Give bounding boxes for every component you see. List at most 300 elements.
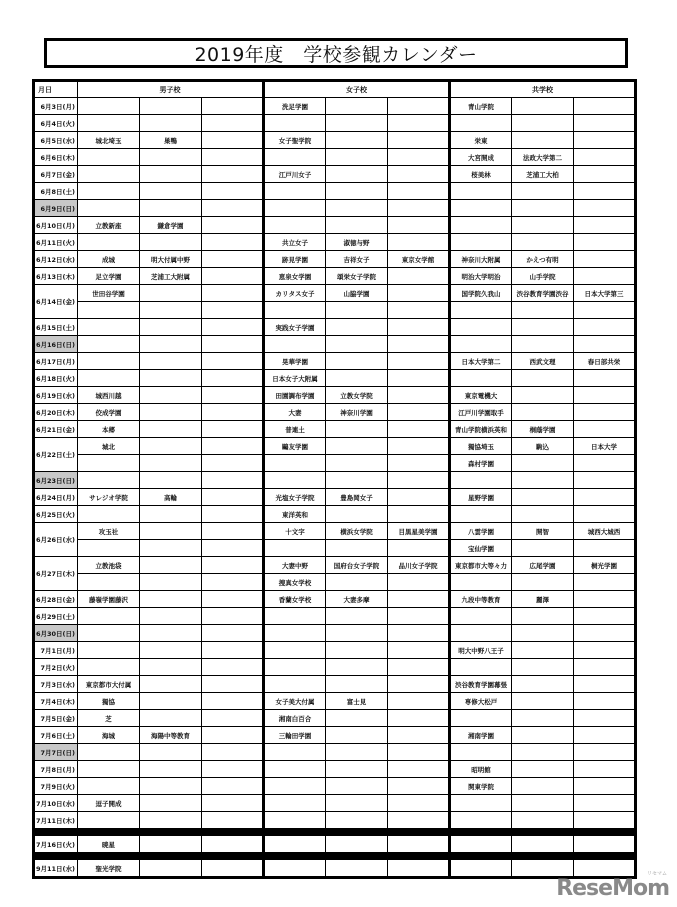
date-cell: 6月5日(水) [34, 132, 78, 149]
date-cell: 6月8日(土) [34, 183, 78, 200]
boys-school-cell [140, 319, 202, 336]
coed-school-cell [512, 860, 574, 878]
coed-school-cell: 広尾学園 [512, 557, 574, 574]
date-cell: 6月27日(木) [34, 557, 78, 591]
girls-school-cell: 洗足学園 [264, 98, 326, 115]
resemom-logo [556, 871, 669, 901]
girls-school-cell [326, 115, 388, 132]
coed-school-cell [574, 370, 636, 387]
boys-school-cell [140, 404, 202, 421]
boys-school-cell [202, 761, 264, 778]
coed-school-cell: かえつ有明 [512, 251, 574, 268]
date-cell: 6月24日(月) [34, 489, 78, 506]
coed-school-cell [574, 115, 636, 132]
girls-school-cell [264, 336, 326, 353]
coed-school-cell [450, 836, 512, 853]
girls-school-cell: 東京女学館 [388, 251, 450, 268]
girls-school-cell: 光塩女子学院 [264, 489, 326, 506]
date-cell: 7月7日(日) [34, 744, 78, 761]
coed-school-cell [574, 659, 636, 676]
girls-school-cell: 普連土 [264, 421, 326, 438]
boys-school-cell: 本郷 [78, 421, 140, 438]
calendar-row [34, 506, 636, 523]
coed-school-cell [512, 489, 574, 506]
coed-school-cell [574, 710, 636, 727]
coed-school-cell [574, 132, 636, 149]
coed-school-cell [450, 370, 512, 387]
date-cell: 6月15日(土) [34, 319, 78, 336]
coed-school-cell [574, 489, 636, 506]
date-cell: 7月6日(土) [34, 727, 78, 744]
calendar-row [34, 608, 636, 625]
coed-school-cell [574, 591, 636, 608]
separator-cell [512, 829, 574, 836]
coed-school-cell: 芝浦工大柏 [512, 166, 574, 183]
girls-school-cell [326, 761, 388, 778]
date-cell: 7月3日(水) [34, 676, 78, 693]
calendar-row [34, 744, 636, 761]
coed-school-cell: 桜美林 [450, 166, 512, 183]
boys-school-cell [140, 860, 202, 878]
coed-school-cell [574, 472, 636, 489]
girls-school-cell [388, 710, 450, 727]
coed-school-cell: 明治大学明治 [450, 268, 512, 285]
calendar-row [34, 557, 636, 574]
coed-school-cell [512, 693, 574, 710]
coed-school-cell: 湘南学園 [450, 727, 512, 744]
boys-school-cell [202, 860, 264, 878]
coed-school-cell: 青山学院 [450, 98, 512, 115]
calendar-row [34, 404, 636, 421]
coed-school-cell: 栄東 [450, 132, 512, 149]
coed-school-cell: 西武文理 [512, 353, 574, 370]
boys-school-cell [202, 472, 264, 489]
boys-school-cell [78, 455, 140, 472]
girls-school-cell [388, 336, 450, 353]
boys-school-cell [202, 421, 264, 438]
boys-school-cell [78, 183, 140, 200]
coed-school-cell [512, 812, 574, 829]
girls-school-cell [388, 200, 450, 217]
coed-school-cell [574, 506, 636, 523]
boys-school-cell: 聖光学院 [78, 860, 140, 878]
coed-school-cell: 春日部共栄 [574, 353, 636, 370]
coed-school-cell [574, 268, 636, 285]
girls-school-cell: 山脇学園 [326, 285, 388, 302]
coed-school-cell [512, 836, 574, 853]
girls-school-cell: 跡見学園 [264, 251, 326, 268]
boys-school-cell [140, 659, 202, 676]
girls-school-cell [388, 98, 450, 115]
coed-school-cell: 森村学園 [450, 455, 512, 472]
coed-school-cell [450, 574, 512, 591]
boys-school-cell [202, 217, 264, 234]
boys-school-cell [78, 659, 140, 676]
boys-school-cell [78, 302, 140, 319]
girls-school-cell [264, 625, 326, 642]
girls-school-cell [388, 149, 450, 166]
girls-school-cell: 吉祥女子 [326, 251, 388, 268]
boys-school-cell: 暁星 [78, 836, 140, 853]
separator-cell [78, 853, 140, 860]
separator-cell [450, 829, 512, 836]
calendar-row [34, 132, 636, 149]
coed-school-cell: 国学院久我山 [450, 285, 512, 302]
boys-school-cell: 鎌倉学園 [140, 217, 202, 234]
separator-cell [326, 829, 388, 836]
girls-school-cell [264, 183, 326, 200]
boys-school-cell [140, 693, 202, 710]
girls-school-cell [326, 217, 388, 234]
date-cell: 6月9日(日) [34, 200, 78, 217]
date-cell: 6月17日(月) [34, 353, 78, 370]
coed-school-cell [450, 115, 512, 132]
boys-school-cell [78, 642, 140, 659]
coed-school-cell [450, 200, 512, 217]
coed-school-cell [450, 183, 512, 200]
boys-school-cell [202, 132, 264, 149]
girls-school-cell [388, 744, 450, 761]
boys-school-cell [78, 506, 140, 523]
date-cell: 7月1日(月) [34, 642, 78, 659]
coed-school-cell [512, 727, 574, 744]
girls-school-cell [326, 795, 388, 812]
calendar-row [34, 200, 636, 217]
girls-school-cell [388, 319, 450, 336]
coed-school-cell [574, 625, 636, 642]
coed-school-cell [450, 217, 512, 234]
coed-school-cell: 九段中等教育 [450, 591, 512, 608]
girls-school-cell [326, 642, 388, 659]
coed-school-cell: 青山学院横浜英和 [450, 421, 512, 438]
coed-school-cell [512, 455, 574, 472]
boys-school-cell [78, 778, 140, 795]
girls-school-cell: 目黒星美学園 [388, 523, 450, 540]
coed-school-cell: 麗澤 [512, 591, 574, 608]
girls-school-cell [264, 149, 326, 166]
girls-school-cell [326, 183, 388, 200]
girls-school-cell: 国府台女子学院 [326, 557, 388, 574]
boys-school-cell: 攻玉社 [78, 523, 140, 540]
girls-school-cell [388, 115, 450, 132]
girls-school-cell [326, 744, 388, 761]
coed-school-cell [512, 336, 574, 353]
coed-school-cell: 東京電機大 [450, 387, 512, 404]
boys-school-cell [140, 574, 202, 591]
coed-school-cell [512, 183, 574, 200]
calendar-row [34, 387, 636, 404]
date-cell: 6月6日(木) [34, 149, 78, 166]
girls-school-cell [264, 608, 326, 625]
girls-school-cell: 東洋英和 [264, 506, 326, 523]
boys-school-cell [202, 234, 264, 251]
coed-school-cell [512, 642, 574, 659]
girls-school-cell [264, 744, 326, 761]
boys-school-cell: 成城 [78, 251, 140, 268]
boys-school-cell [202, 506, 264, 523]
girls-school-cell [388, 778, 450, 795]
coed-school-cell: 桐蔭学園 [512, 421, 574, 438]
girls-school-cell [326, 200, 388, 217]
boys-school-cell [202, 438, 264, 455]
boys-school-cell [202, 336, 264, 353]
girls-school-cell [388, 166, 450, 183]
girls-school-cell [388, 860, 450, 878]
header-date: 月日 [34, 81, 78, 98]
girls-school-cell: 恵泉女学園 [264, 268, 326, 285]
girls-school-cell [388, 217, 450, 234]
girls-school-cell [388, 608, 450, 625]
calendar-row [34, 795, 636, 812]
page-title: 2019年度 学校参観カレンダー [194, 43, 478, 66]
girls-school-cell [326, 319, 388, 336]
coed-school-cell [574, 149, 636, 166]
girls-school-cell [388, 574, 450, 591]
boys-school-cell [140, 234, 202, 251]
girls-school-cell [264, 659, 326, 676]
girls-school-cell [388, 676, 450, 693]
girls-school-cell [326, 574, 388, 591]
date-cell: 7月2日(火) [34, 659, 78, 676]
coed-school-cell [574, 200, 636, 217]
date-cell: 6月14日(金) [34, 285, 78, 319]
coed-school-cell [450, 472, 512, 489]
girls-school-cell [326, 149, 388, 166]
boys-school-cell [140, 676, 202, 693]
girls-school-cell [326, 710, 388, 727]
calendar-row [34, 166, 636, 183]
boys-school-cell [202, 370, 264, 387]
girls-school-cell [388, 183, 450, 200]
coed-school-cell [512, 370, 574, 387]
girls-school-cell [326, 659, 388, 676]
coed-school-cell: 江戸川学園取手 [450, 404, 512, 421]
girls-school-cell: 女子聖学院 [264, 132, 326, 149]
boys-school-cell [202, 727, 264, 744]
coed-school-cell: 宝仙学園 [450, 540, 512, 557]
girls-school-cell [264, 200, 326, 217]
coed-school-cell: 渋谷教育学園渋谷 [512, 285, 574, 302]
girls-school-cell [326, 166, 388, 183]
coed-school-cell: 日本大学 [574, 438, 636, 455]
calendar-row [34, 693, 636, 710]
coed-school-cell [574, 778, 636, 795]
calendar-row [34, 812, 636, 829]
boys-school-cell [78, 200, 140, 217]
girls-school-cell: 女子美大付属 [264, 693, 326, 710]
coed-school-cell: 山手学院 [512, 268, 574, 285]
header-coed-school: 共学校 [450, 81, 636, 98]
girls-school-cell [264, 676, 326, 693]
girls-school-cell [326, 778, 388, 795]
girls-school-cell: 香蘭女学校 [264, 591, 326, 608]
coed-school-cell [512, 574, 574, 591]
boys-school-cell [202, 285, 264, 302]
separator-cell [34, 853, 78, 860]
boys-school-cell: 立教池袋 [78, 557, 140, 574]
coed-school-cell [574, 761, 636, 778]
girls-school-cell [388, 727, 450, 744]
date-cell: 7月16日(火) [34, 836, 78, 853]
girls-school-cell [326, 608, 388, 625]
calendar-row [34, 353, 636, 370]
girls-school-cell [388, 370, 450, 387]
boys-school-cell: 明大付属中野 [140, 251, 202, 268]
coed-school-cell [450, 659, 512, 676]
boys-school-cell [202, 795, 264, 812]
calendar-row [34, 676, 636, 693]
boys-school-cell [202, 642, 264, 659]
coed-school-cell [450, 744, 512, 761]
boys-school-cell [78, 812, 140, 829]
coed-school-cell [512, 744, 574, 761]
coed-school-cell [574, 217, 636, 234]
girls-school-cell: 晃華学園 [264, 353, 326, 370]
boys-school-cell [140, 353, 202, 370]
boys-school-cell [140, 761, 202, 778]
date-cell: 7月10日(水) [34, 795, 78, 812]
calendar-row [34, 625, 636, 642]
separator-row [34, 853, 636, 860]
girls-school-cell [326, 353, 388, 370]
girls-school-cell [264, 860, 326, 878]
boys-school-cell [202, 540, 264, 557]
girls-school-cell: 湘南白百合 [264, 710, 326, 727]
coed-school-cell [512, 387, 574, 404]
date-cell: 6月28日(金) [34, 591, 78, 608]
girls-school-cell: 豊島岡女子 [326, 489, 388, 506]
girls-school-cell: 三輪田学園 [264, 727, 326, 744]
coed-school-cell [574, 795, 636, 812]
boys-school-cell: 城西川越 [78, 387, 140, 404]
boys-school-cell [202, 778, 264, 795]
boys-school-cell [78, 370, 140, 387]
boys-school-cell [78, 115, 140, 132]
girls-school-cell [326, 455, 388, 472]
boys-school-cell: 立教新座 [78, 217, 140, 234]
boys-school-cell [202, 98, 264, 115]
calendar-row [34, 455, 636, 472]
calendar-row [34, 421, 636, 438]
boys-school-cell [202, 676, 264, 693]
calendar-row [34, 659, 636, 676]
coed-school-cell: 桐光学園 [574, 557, 636, 574]
coed-school-cell [574, 455, 636, 472]
calendar-row [34, 370, 636, 387]
calendar-row [34, 251, 636, 268]
girls-school-cell [388, 761, 450, 778]
boys-school-cell [140, 370, 202, 387]
boys-school-cell [202, 387, 264, 404]
coed-school-cell [512, 404, 574, 421]
boys-school-cell [78, 353, 140, 370]
coed-school-cell [574, 183, 636, 200]
girls-school-cell [326, 506, 388, 523]
boys-school-cell [140, 98, 202, 115]
coed-school-cell [574, 744, 636, 761]
boys-school-cell [202, 115, 264, 132]
coed-school-cell [512, 234, 574, 251]
coed-school-cell [512, 302, 574, 319]
boys-school-cell [202, 455, 264, 472]
girls-school-cell [326, 860, 388, 878]
boys-school-cell [78, 149, 140, 166]
boys-school-cell: 芝浦工大附属 [140, 268, 202, 285]
boys-school-cell [78, 166, 140, 183]
boys-school-cell [202, 251, 264, 268]
boys-school-cell [78, 98, 140, 115]
calendar-row [34, 778, 636, 795]
calendar-row [34, 234, 636, 251]
calendar-row [34, 727, 636, 744]
boys-school-cell [140, 166, 202, 183]
boys-school-cell [140, 302, 202, 319]
separator-cell [326, 853, 388, 860]
girls-school-cell [326, 836, 388, 853]
boys-school-cell: 海城 [78, 727, 140, 744]
coed-school-cell [512, 625, 574, 642]
coed-school-cell [450, 336, 512, 353]
girls-school-cell [326, 540, 388, 557]
girls-school-cell: 大妻多摩 [326, 591, 388, 608]
coed-school-cell: 日本大学第三 [574, 285, 636, 302]
date-cell: 6月29日(土) [34, 608, 78, 625]
boys-school-cell [140, 455, 202, 472]
boys-school-cell [140, 421, 202, 438]
coed-school-cell [574, 574, 636, 591]
boys-school-cell [202, 608, 264, 625]
coed-school-cell [574, 642, 636, 659]
coed-school-cell: 専修大松戸 [450, 693, 512, 710]
coed-school-cell [574, 836, 636, 853]
boys-school-cell [202, 836, 264, 853]
date-cell: 6月11日(火) [34, 234, 78, 251]
coed-school-cell [450, 506, 512, 523]
boys-school-cell: 巣鴨 [140, 132, 202, 149]
coed-school-cell [574, 676, 636, 693]
girls-school-cell [388, 591, 450, 608]
boys-school-cell [78, 234, 140, 251]
girls-school-cell [326, 132, 388, 149]
boys-school-cell [78, 540, 140, 557]
coed-school-cell [450, 795, 512, 812]
girls-school-cell: 日本女子大附属 [264, 370, 326, 387]
coed-school-cell [574, 727, 636, 744]
coed-school-cell [512, 200, 574, 217]
coed-school-cell [574, 387, 636, 404]
girls-school-cell: 田園調布学園 [264, 387, 326, 404]
boys-school-cell [140, 472, 202, 489]
boys-school-cell [140, 591, 202, 608]
girls-school-cell [326, 421, 388, 438]
separator-cell [202, 853, 264, 860]
boys-school-cell [140, 149, 202, 166]
separator-cell [574, 853, 636, 860]
separator-cell [78, 829, 140, 836]
boys-school-cell [202, 523, 264, 540]
calendar-row [34, 642, 636, 659]
date-cell: 6月13日(木) [34, 268, 78, 285]
calendar-row [34, 438, 636, 455]
boys-school-cell [202, 812, 264, 829]
boys-school-cell [78, 608, 140, 625]
coed-school-cell [574, 251, 636, 268]
boys-school-cell [140, 438, 202, 455]
logo-text: ReseMom [556, 876, 669, 901]
coed-school-cell: 駒込 [512, 438, 574, 455]
separator-cell [140, 829, 202, 836]
coed-school-cell [512, 98, 574, 115]
